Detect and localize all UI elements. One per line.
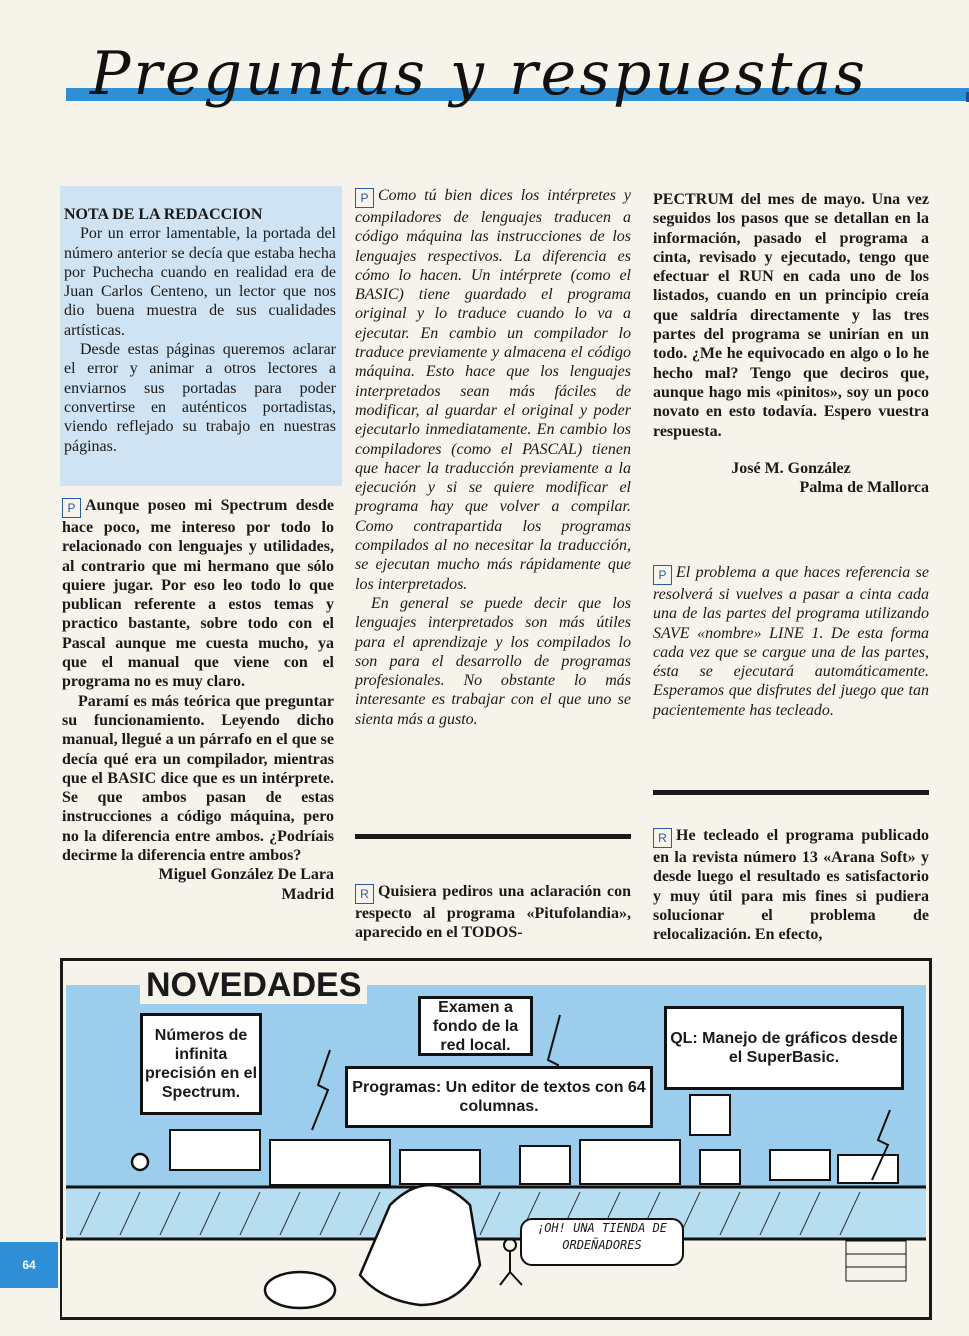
letter-author: José M. González bbox=[731, 459, 851, 477]
question-badge: R bbox=[653, 828, 672, 848]
news-bubble: Números de infinita precisión en el Spectrum. bbox=[140, 1013, 262, 1115]
letter-text: Aunque poseo mi Spectrum desde hace poco, me intereso por todo lo relacionado con lenguajes y utilidades, al contrario que mi hermano que sólo quiere jugar. Por eso leo todo lo que publican referente a estos temas y practico bastante, sobre todo con el Pascal aunque me cuesta mucho, ya que el manual que viene con el programa no es muy claro. bbox=[62, 497, 334, 691]
letter-city: Madrid bbox=[281, 885, 334, 903]
question-badge: R bbox=[355, 884, 374, 904]
question-badge: P bbox=[62, 498, 81, 518]
letter-text: Quisiera pediros una aclaración con respecto al programa «Pitufolandia», aparecido en el TODOS- bbox=[355, 883, 631, 942]
editorial-note-paragraph: Desde estas páginas queremos aclarar el error y animar a otros lectores a enviarnos sus portadas para poder convertirse en auténticos portadistas, viendo reflejado su trabajo en nuestras páginas. bbox=[64, 341, 336, 455]
answer-badge: P bbox=[355, 188, 374, 208]
speech-bubble: ¡OH! UNA TIENDA DE ORDEÑADORES bbox=[520, 1218, 684, 1266]
answer-text: Como tú bien dices los intérpretes y compiladores de lenguajes traducen a código máquina las instrucciones de los lenguajes respectivos. La diferencia es cómo lo hacen. Un intérprete (como el BASIC) tiene guardado el programa original y lo traduce cuando lo va a ejecutar. En cambio un compilador lo traduce previamente y almacena el código máquina. Esto hace que los lenguajes interpretados sean más fáciles de modificar, al guardar el original y poder ejecutarlo inmediatamente. En cambio los compiladores (como el PASCAL) tienen que hacer la traducción previamente a la ejecución y si se quiere modificar el programa hay que volver a compilar. Como contrapartida los programas compilados al no necesitar la traducción, se ejecutan mucho más rápidamente que los interpretados. bbox=[355, 187, 631, 593]
news-bubble: Programas: Un editor de textos con 64 columnas. bbox=[345, 1066, 653, 1128]
letter-text: He tecleado el programa publicado en la revista número 13 «Arana Soft» y desde luego el resultado es satisfactorio y muy útil para mis fines si pudiera solucionar el problema de relocalización. En efecto, bbox=[653, 827, 929, 944]
novedades-title: NOVEDADES bbox=[140, 966, 367, 1004]
answer-badge: P bbox=[653, 565, 672, 585]
letter-author: Miguel González De Lara bbox=[158, 866, 334, 884]
editorial-note-heading: NOTA DE LA REDACCION bbox=[64, 206, 263, 223]
editorial-note-paragraph: Por un error lamentable, la portada del número anterior se decía que estaba hecha por Puchecha cuando en realidad era de Juan Carlos Centeno, un lector que nos dio buena muestra de sus cualidades artísticas. bbox=[64, 225, 336, 339]
answer-text: El problema a que haces referencia se resolverá si vuelves a pasar a cinta cada una de las partes del programa utilizando SAVE «nombre» LINE 1. De esta forma cada vez que se cargue una de las partes, ésta se ejecutará automáticamente. Esperamos que disfrutes del juego que tan pacientemente has tecleado. bbox=[653, 564, 929, 719]
answer-text: En general se puede decir que los lenguajes interpretados son más útiles para el aprendizaje y los compilados lo son para el desarrollo de programas profesionales. No obstante lo más interesante es trabajar con el que uno se sienta más a gusto. bbox=[355, 594, 631, 728]
news-bubble: Examen a fondo de la red local. bbox=[418, 996, 533, 1056]
news-bubble: QL: Manejo de gráficos desde el SuperBasic. bbox=[664, 1006, 904, 1090]
letter-text: Paramí es más teórica que preguntar su funcionamiento. Leyendo dicho manual, llegué a un párrafo en el que se decía qué era un compilador, mientras que el BASIC dice que es un intérprete. Se que ambos pasan de estas instrucciones a código máquina, pero no la diferencia entre ambos. ¿Podríais decirme la diferencia entre ambos? bbox=[62, 692, 334, 865]
letter-city: Palma de Mallorca bbox=[799, 479, 929, 497]
page-title: Preguntas y respuestas bbox=[90, 39, 868, 109]
page-number: 64 bbox=[0, 1242, 58, 1288]
letter-text: PECTRUM del mes de mayo. Una vez seguidos los pasos que se detallan en la información, pasado el programa a cinta, revisado y ejecutado, tengo que efectuar el RUN en cada uno de los listados, cuando en un principio creía que saldría directamente y las tres partes del programa se unirían en un todo. ¿Me he equivocado en algo o lo he hecho mal? Tengo que deciros que, aunque hago mis «pinitos», soy un poco novato en esto todavía. Espero vuestra respuesta. bbox=[653, 191, 929, 440]
